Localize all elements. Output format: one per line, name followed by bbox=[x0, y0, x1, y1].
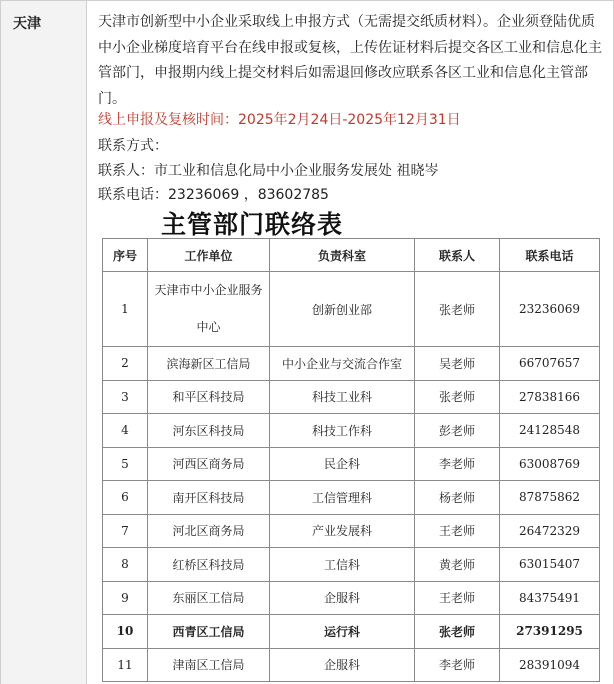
cell-phone: 27391295 bbox=[500, 615, 600, 649]
cell-index: 10 bbox=[103, 615, 148, 649]
deadline-text: 线上申报及复核时间：2025年2月24日-2025年12月31日 bbox=[98, 112, 461, 128]
region-label: 天津 bbox=[13, 16, 41, 32]
cell-contact: 李老师 bbox=[415, 648, 500, 682]
cell-phone: 66707657 bbox=[500, 347, 600, 381]
cell-contact: 黄老师 bbox=[415, 548, 500, 582]
cell-phone: 63015407 bbox=[500, 548, 600, 582]
table-row bbox=[103, 481, 600, 515]
cell-department: 企服科 bbox=[270, 648, 415, 682]
cell-index: 7 bbox=[103, 514, 148, 548]
cell-unit: 东丽区工信局 bbox=[148, 581, 270, 615]
table-row bbox=[103, 615, 600, 649]
cell-phone: 27838166 bbox=[500, 380, 600, 414]
region-column bbox=[1, 1, 87, 684]
cell-department: 工信管理科 bbox=[270, 481, 415, 515]
cell-phone: 87875862 bbox=[500, 481, 600, 515]
cell-index: 8 bbox=[103, 548, 148, 582]
cell-contact: 王老师 bbox=[415, 514, 500, 548]
cell-index: 3 bbox=[103, 380, 148, 414]
cell-unit: 河西区商务局 bbox=[148, 447, 270, 481]
cell-department: 民企科 bbox=[270, 447, 415, 481]
cell-phone: 63008769 bbox=[500, 447, 600, 481]
cell-department: 科技工作科 bbox=[270, 414, 415, 448]
contact-heading: 联系方式： bbox=[98, 138, 168, 154]
cell-department: 创新创业部 bbox=[270, 272, 415, 347]
cell-department: 科技工业科 bbox=[270, 380, 415, 414]
cell-department: 产业发展科 bbox=[270, 514, 415, 548]
cell-index: 6 bbox=[103, 481, 148, 515]
cell-index: 4 bbox=[103, 414, 148, 448]
cell-unit: 西青区工信局 bbox=[148, 615, 270, 649]
cell-unit: 红桥区科技局 bbox=[148, 548, 270, 582]
table-row bbox=[103, 347, 600, 381]
cell-department: 中小企业与交流合作室 bbox=[270, 347, 415, 381]
description-text: 天津市创新型中小企业采取线上申报方式（无需提交纸质材料）。企业须登陆优质中小企业梯度培育平台在线申报或复核，上传佐证材料后提交各区工业和信息化主管部门，申报期内线上提交材料后如需退回修改应联系各区工业和信息化主管部门。 bbox=[98, 14, 602, 107]
table-row bbox=[103, 514, 600, 548]
cell-contact: 王老师 bbox=[415, 581, 500, 615]
cell-contact: 张老师 bbox=[415, 615, 500, 649]
table-title: 主管部门联络表 bbox=[161, 210, 344, 239]
cell-unit: 天津市中小企业服务中心 bbox=[148, 272, 270, 347]
cell-index: 2 bbox=[103, 347, 148, 381]
contact-table bbox=[102, 238, 600, 682]
table-row bbox=[103, 272, 600, 347]
table-row bbox=[103, 414, 600, 448]
table-row bbox=[103, 648, 600, 682]
cell-unit: 南开区科技局 bbox=[148, 481, 270, 515]
contact-person: 联系人：市工业和信息化局中小企业服务发展处 祖晓岑 bbox=[98, 163, 439, 179]
cell-index: 9 bbox=[103, 581, 148, 615]
table-row bbox=[103, 581, 600, 615]
cell-unit: 河北区商务局 bbox=[148, 514, 270, 548]
header-department: 负责科室 bbox=[270, 239, 415, 272]
table-header-row bbox=[103, 239, 600, 272]
cell-contact: 彭老师 bbox=[415, 414, 500, 448]
cell-unit: 津南区工信局 bbox=[148, 648, 270, 682]
cell-contact: 杨老师 bbox=[415, 481, 500, 515]
cell-unit: 滨海新区工信局 bbox=[148, 347, 270, 381]
cell-contact: 李老师 bbox=[415, 447, 500, 481]
header-contact: 联系人 bbox=[415, 239, 500, 272]
cell-unit: 和平区科技局 bbox=[148, 380, 270, 414]
header-phone: 联系电话 bbox=[500, 239, 600, 272]
header-index: 序号 bbox=[103, 239, 148, 272]
table-row bbox=[103, 447, 600, 481]
table-row bbox=[103, 548, 600, 582]
header-unit: 工作单位 bbox=[148, 239, 270, 272]
cell-phone: 23236069 bbox=[500, 272, 600, 347]
cell-contact: 张老师 bbox=[415, 380, 500, 414]
cell-phone: 26472329 bbox=[500, 514, 600, 548]
cell-department: 企服科 bbox=[270, 581, 415, 615]
cell-unit: 河东区科技局 bbox=[148, 414, 270, 448]
cell-department: 运行科 bbox=[270, 615, 415, 649]
cell-department: 工信科 bbox=[270, 548, 415, 582]
cell-phone: 84375491 bbox=[500, 581, 600, 615]
table-row bbox=[103, 380, 600, 414]
cell-phone: 28391094 bbox=[500, 648, 600, 682]
cell-contact: 吴老师 bbox=[415, 347, 500, 381]
cell-index: 1 bbox=[103, 272, 148, 347]
cell-contact: 张老师 bbox=[415, 272, 500, 347]
cell-phone: 24128548 bbox=[500, 414, 600, 448]
contact-phone: 联系电话：23236069 ，83602785 bbox=[98, 187, 329, 203]
cell-index: 5 bbox=[103, 447, 148, 481]
cell-index: 11 bbox=[103, 648, 148, 682]
